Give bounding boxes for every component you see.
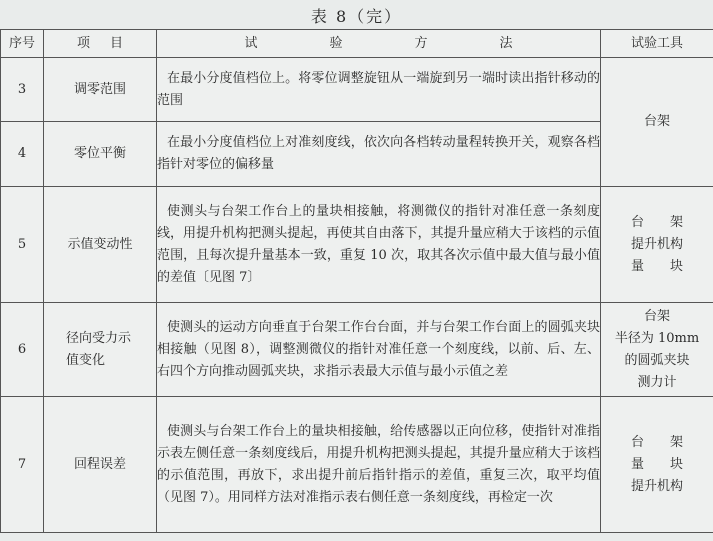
row-method: [157, 58, 601, 122]
row-item: 零位平衡: [44, 122, 157, 187]
tool-line: 量 块: [630, 456, 683, 472]
method-text: 使测头的运动方向垂直于台架工作台台面，并与台架工作台面上的圆弧夹块相接触（见图 8），调整测微仪的指针对准任意一个刻度线，以前、后、左、右四个方向推动圆弧夹块，求指示表最大示值与最小示值之差: [157, 319, 600, 379]
header-method-3: 方: [414, 35, 428, 51]
tool-cell: [601, 303, 713, 397]
row-item-line: 值变化: [66, 352, 106, 368]
tool-line: 提升机构: [630, 236, 683, 252]
row-item: [44, 303, 157, 397]
method-text: 使测头与台架工作台上的量块相接触，将测微仪的指针对准任意一条刻度线，用提升机构把测头提起，再使其自由落下，其提升量应稍大于该档的示值范围，且每次提升量基本一致，重复 10 次，取其各次示值中最大值与最小值的差值〔见图 7〕: [157, 203, 600, 285]
tool-line: 半径为 10mm: [614, 330, 700, 346]
header-row: [1, 30, 713, 58]
table-row: [1, 303, 713, 397]
header-method-2: 验: [329, 35, 343, 51]
row-method: [157, 187, 601, 303]
tool-line: 台架: [643, 308, 670, 324]
table-row: [1, 397, 713, 533]
header-item-b: 目: [110, 35, 124, 51]
table-row: [1, 58, 713, 122]
tool-line: 提升机构: [630, 478, 683, 494]
method-text: 在最小分度值档位上。将零位调整旋钮从一端旋到另一端时读出指针移动的范围: [157, 70, 600, 108]
header-method-1: 试: [244, 35, 258, 51]
tool-line: 台 架: [630, 214, 683, 230]
table-caption: 表 8（完）: [310, 7, 403, 26]
row-item: 示值变动性: [44, 187, 157, 303]
row-item-line: 径向受力示: [66, 330, 132, 346]
header-method: [157, 30, 601, 58]
tool-line: 台 架: [630, 434, 683, 450]
header-method-4: 法: [499, 35, 513, 51]
row-no: 6: [1, 303, 44, 397]
tool-line: 测力计: [637, 374, 677, 390]
header-item-a: 项: [76, 35, 90, 51]
row-no: 3: [1, 58, 44, 122]
method-text: 使测头与台架工作台上的量块相接触，给传感器以正向位移，使指针对准指示表左侧任意一条刻度线后，用提升机构把测头提起，其提升量应稍大于该档的示值范围，再放下，求出提升前后指针指示的差值，重复三次，取平均值（见图 7）。用同样方法对准指示表右侧任意一条刻度线，再检定一次: [157, 423, 600, 505]
test-method-table: [0, 29, 713, 533]
table-row: [1, 187, 713, 303]
tool-cell: 台架: [601, 58, 713, 187]
header-no: 序号: [1, 30, 44, 58]
tool-line: 的圆弧夹块: [624, 352, 690, 368]
row-item: 回程误差: [44, 397, 157, 533]
row-no: 5: [1, 187, 44, 303]
header-tool: 试验工具: [601, 30, 713, 58]
method-text: 在最小分度值档位上对准刻度线，依次向各档转动量程转换开关，观察各档指针对零位的偏移量: [157, 135, 600, 172]
row-no: 7: [1, 397, 44, 533]
header-item: [44, 30, 157, 58]
tool-cell: [601, 187, 713, 303]
tool-line: 量 块: [630, 258, 683, 274]
tool-cell: [601, 397, 713, 533]
row-no: 4: [1, 122, 44, 187]
row-method: [157, 122, 601, 187]
row-item: 调零范围: [44, 58, 157, 122]
row-method: [157, 397, 601, 533]
row-method: [157, 303, 601, 397]
